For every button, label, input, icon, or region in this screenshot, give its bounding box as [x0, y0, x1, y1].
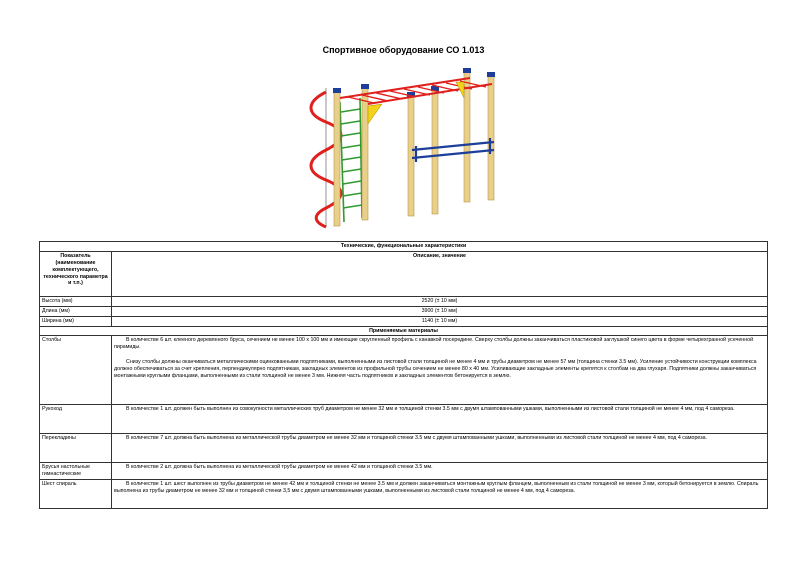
parallel-bars — [412, 138, 494, 162]
ladder-rungs — [341, 109, 362, 208]
material-label: Брусья настольные гимнастические — [40, 463, 112, 480]
table-row — [40, 336, 768, 405]
material-label: Рукоход — [40, 405, 112, 434]
section-technical: Технические, функциональные характеристики — [40, 242, 768, 252]
table-row — [40, 480, 768, 509]
specification-table — [39, 241, 768, 509]
yellow-gussets — [368, 82, 464, 124]
dim-label: Длина (мм) — [40, 306, 112, 316]
material-paragraph: Снизу столбы должны оканчиваться металлическими оцинкованными подпятниками, выполненными из листовой стали толщиной не менее 4 мм и трубы диаметром не менее 57 мм (толщина стенки 3.5 мм). Усиление устойчивости конструкции комплекса должно обеспечиваться за счет крепления, перпендикулярно подпятникам, закладных элементов из профильной трубы сечением не менее 80 х 40 мм. Усиливающие закладные элементы крепятся к столбам на два глухаря. Подпятники должны заканчиваться монтажными круглыми фланцами, выполненными из стали толщиной не менее 3 мм. Нижняя часть подпятников и закладных элементов бетонируется в землю. — [114, 359, 757, 379]
material-paragraph: В количестве 7 шт. должна быть выполнена из металлической трубы диаметром не менее 32 мм и толщиной стенки 3.5 мм с двумя штампованными ушками, выполненными из листовой стали толщиной не менее 4 мм, под 4 самореза. — [126, 435, 708, 442]
dim-label: Высота (мм) — [40, 296, 112, 306]
material-label: Столбы — [40, 336, 112, 405]
material-paragraph: В количестве 2 шт. должна быть выполнена из металлической трубы диаметром не менее 42 мм и толщиной стенки 3.5 мм. — [126, 464, 433, 471]
material-paragraph: В количестве 6 шт. клееного деревянного бруса, сечением не менее 100 х 100 мм и имеющие скругленный профиль с канавкой посередине. Сверху столбы должны заканчиваться пластиковой заглушкой синего цвета в форме четырехгранной усеченной пирамиды. — [114, 337, 754, 351]
header-parameter: Показатель (наименование комплектующего, технического параметра и т.п.) — [40, 251, 112, 296]
table-row — [40, 405, 768, 434]
dim-label: Ширина (мм) — [40, 316, 112, 326]
material-label: Перекладины — [40, 434, 112, 463]
page-title: Спортивное оборудование СО 1.013 — [322, 45, 485, 55]
dim-value: 1140 (± 10 мм) — [112, 316, 768, 326]
material-description — [112, 463, 768, 480]
material-label: Шест спираль — [40, 480, 112, 509]
dim-value: 3900 (± 10 мм) — [112, 306, 768, 316]
equipment-illustration — [292, 62, 514, 234]
table-row — [40, 434, 768, 463]
section-materials: Применяемые материалы — [40, 326, 768, 336]
material-paragraph: В количестве 1 шт. должен быть выполнен из совокупности металлических труб диаметром не менее 32 мм и толщиной стенки 3.5 мм с двумя штампованными ушками, выполненными из листовой стали толщиной не менее 4 мм, под 4 самореза. — [126, 406, 735, 413]
table-row — [40, 306, 768, 316]
table-row — [40, 463, 768, 480]
header-value: Описание, значение — [112, 251, 768, 296]
dim-value: 2520 (± 10 мм) — [112, 296, 768, 306]
material-paragraph: В количестве 1 шт. шест выполнен из трубы диаметром не менее 42 мм и толщиной стенки не менее 3.5 мм и должен заканчиваться монтажным круглым фланцем, выполненным из стали толщиной не менее 3 мм, который бетонируется в землю. Спираль выполнена из трубы диаметром не менее 32 мм и толщиной стенки 3,5 мм с двумя штампованными ушками, выполненными из листовой стали толщиной не менее 4 мм, под 4 самореза. — [114, 481, 759, 494]
material-description — [112, 405, 768, 434]
material-description — [112, 336, 768, 405]
table-row — [40, 296, 768, 306]
post-caps — [333, 68, 495, 97]
table-row — [40, 316, 768, 326]
material-description — [112, 480, 768, 509]
material-description — [112, 434, 768, 463]
